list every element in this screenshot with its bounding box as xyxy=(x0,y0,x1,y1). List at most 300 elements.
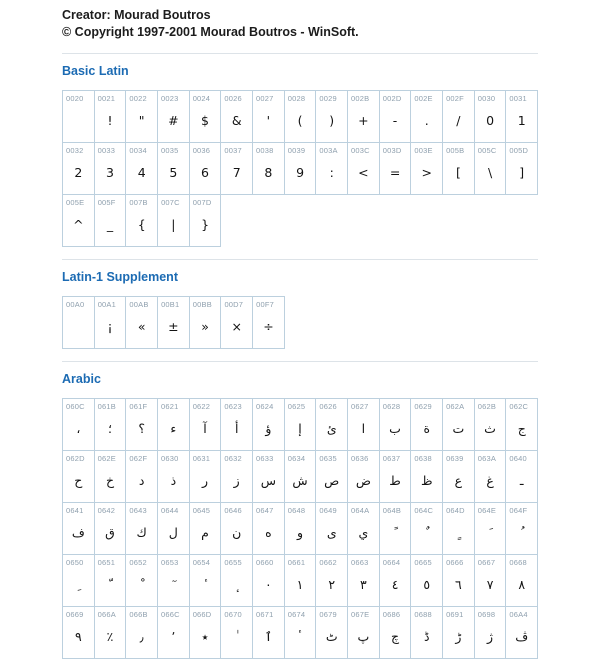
cell-code: 00D7 xyxy=(224,300,244,309)
glyph-cell xyxy=(125,606,158,659)
glyph-cell xyxy=(94,398,127,451)
glyph-cell xyxy=(94,554,127,607)
glyph-cell xyxy=(315,90,348,143)
glyph-cell xyxy=(379,450,412,503)
cell-code: 0644 xyxy=(161,506,179,515)
cell-code: 0030 xyxy=(477,94,496,103)
cell-glyph: ( xyxy=(297,112,303,128)
glyph-cell xyxy=(410,502,443,555)
cell-glyph: ٣ xyxy=(360,576,367,592)
glyph-cell xyxy=(125,194,158,247)
cell-glyph: ! xyxy=(107,112,113,128)
cell-glyph: + xyxy=(358,112,369,128)
cell-glyph: ٩ xyxy=(74,628,82,644)
cell-glyph: س xyxy=(260,472,276,488)
cell-code: 0633 xyxy=(256,454,274,463)
cell-glyph: ^ xyxy=(73,216,84,232)
glyph-cell xyxy=(474,398,507,451)
cell-glyph: ٪ xyxy=(106,628,114,644)
glyph-cell xyxy=(284,554,317,607)
cell-glyph: ژ xyxy=(487,628,494,644)
cell-glyph: د xyxy=(138,472,145,488)
cell-code: 0637 xyxy=(382,454,401,463)
glyph-cell xyxy=(347,450,380,503)
glyph-cell xyxy=(410,554,443,607)
glyph-cell xyxy=(252,142,285,195)
cell-code: 0034 xyxy=(129,146,147,155)
sections xyxy=(62,53,538,659)
glyph-cell xyxy=(220,450,253,503)
glyph-cell xyxy=(347,90,380,143)
cell-glyph: آ xyxy=(203,420,207,436)
cell-glyph: ٔ xyxy=(203,576,208,592)
glyph-cell xyxy=(157,398,190,451)
cell-glyph: ث xyxy=(484,420,496,436)
cell-code: 0028 xyxy=(287,94,306,103)
cell-glyph: _ xyxy=(106,216,114,232)
glyph-cell xyxy=(94,296,127,349)
cell-code: 00B1 xyxy=(161,300,180,309)
glyph-cell xyxy=(284,398,317,451)
cell-code: 0624 xyxy=(256,402,274,411)
cell-glyph: ڈ xyxy=(423,628,430,644)
copyright-line: © Copyright 1997-2001 Mourad Boutros - WinSoft. xyxy=(62,25,359,39)
cell-code: 0645 xyxy=(192,506,211,515)
cell-glyph: ِ xyxy=(76,576,81,592)
glyph-cell xyxy=(62,194,95,247)
glyph-cell xyxy=(157,450,190,503)
cell-code: 0671 xyxy=(256,610,274,619)
glyph-cell xyxy=(157,554,190,607)
cell-code: 003D xyxy=(382,146,402,155)
glyph-cell xyxy=(442,606,475,659)
table-row xyxy=(62,398,538,451)
cell-code: 0625 xyxy=(287,402,306,411)
glyph-cell xyxy=(410,90,443,143)
cell-code: 00BB xyxy=(192,300,212,309)
cell-code: 0036 xyxy=(192,146,211,155)
cell-code: 062B xyxy=(477,402,497,411)
cell-code: 0691 xyxy=(446,610,464,619)
cell-code: 0021 xyxy=(97,94,116,103)
cell-code: 0674 xyxy=(287,610,306,619)
glyph-cell xyxy=(157,194,190,247)
table-row xyxy=(62,503,538,555)
glyph-cell xyxy=(474,450,507,503)
glyph-cell xyxy=(189,296,222,349)
glyph-cell xyxy=(125,142,158,195)
cell-code: 0649 xyxy=(319,506,337,515)
cell-glyph: ا xyxy=(361,420,366,436)
cell-code: 0634 xyxy=(287,454,306,463)
cell-glyph: ـ xyxy=(519,472,524,488)
cell-code: 0039 xyxy=(287,146,306,155)
cell-glyph: 1 xyxy=(517,112,526,128)
cell-glyph: ٌ xyxy=(424,524,429,540)
cell-glyph: ل xyxy=(168,524,178,540)
cell-glyph: ي xyxy=(358,524,369,540)
cell-code: 00AB xyxy=(129,300,149,309)
glyph-cell xyxy=(220,606,253,659)
glyph-cell xyxy=(220,398,253,451)
glyph-cell xyxy=(474,554,507,607)
cell-glyph: ُ xyxy=(519,524,524,540)
glyph-cell xyxy=(474,606,507,659)
cell-glyph: ء xyxy=(170,420,177,436)
cell-glyph: ّ xyxy=(108,576,112,592)
cell-code: 0622 xyxy=(192,402,211,411)
cell-glyph: ٹ xyxy=(325,628,338,644)
cell-glyph: ٠ xyxy=(265,576,272,592)
cell-code: 0635 xyxy=(319,454,337,463)
cell-glyph: # xyxy=(168,112,179,128)
glyph-cell xyxy=(505,502,538,555)
glyph-cell xyxy=(410,142,443,195)
cell-code: 064F xyxy=(509,506,528,515)
cell-glyph: ف xyxy=(71,524,85,540)
glyph-cell xyxy=(189,502,222,555)
glyph-cell xyxy=(315,554,348,607)
cell-glyph: ڤ xyxy=(515,628,529,644)
glyph-cell xyxy=(315,142,348,195)
glyph-cell xyxy=(315,606,348,659)
cell-glyph: ة xyxy=(423,420,430,436)
glyph-cell xyxy=(284,450,317,503)
cell-glyph: ظ xyxy=(420,472,433,488)
glyph-cell xyxy=(410,606,443,659)
cell-glyph: ه xyxy=(265,524,272,540)
glyph-cell xyxy=(157,142,190,195)
cell-code: 007C xyxy=(161,198,180,207)
section-divider xyxy=(62,259,538,260)
cell-glyph: « xyxy=(137,318,146,334)
cell-code: 0022 xyxy=(129,94,147,103)
cell-code: 062A xyxy=(446,402,465,411)
section xyxy=(62,53,538,247)
glyph-cell xyxy=(347,398,380,451)
glyph-cell xyxy=(284,606,317,659)
glyph-cell xyxy=(125,450,158,503)
cell-glyph: } xyxy=(201,216,210,232)
glyph-cell xyxy=(220,296,253,349)
glyph-cell xyxy=(284,90,317,143)
cell-code: 0669 xyxy=(66,610,84,619)
cell-code: 0627 xyxy=(351,402,369,411)
cell-code: 007D xyxy=(192,198,212,207)
glyph-cell xyxy=(347,606,380,659)
cell-glyph: خ xyxy=(105,472,115,488)
glyph-cell xyxy=(505,606,538,659)
cell-code: 064D xyxy=(446,506,465,515)
glyph-cell xyxy=(347,554,380,607)
glyph-cell xyxy=(252,554,285,607)
glyph-cell xyxy=(189,90,222,143)
cell-code: 0679 xyxy=(319,610,337,619)
glyph-cell xyxy=(410,398,443,451)
cell-code: 002F xyxy=(446,94,464,103)
glyph-cell xyxy=(379,502,412,555)
glyph-cell xyxy=(442,398,475,451)
cell-glyph: ± xyxy=(168,318,179,334)
cell-glyph: ١ xyxy=(296,576,304,592)
cell-glyph: ش xyxy=(292,472,308,488)
cell-code: 005E xyxy=(66,198,85,207)
cell-glyph: ص xyxy=(324,472,340,488)
glyph-table xyxy=(62,90,538,247)
glyph-cell xyxy=(379,398,412,451)
cell-glyph: ك xyxy=(136,524,147,540)
cell-code: 064B xyxy=(382,506,402,515)
cell-glyph: ٥ xyxy=(423,576,431,592)
cell-glyph: | xyxy=(171,216,176,232)
glyph-cell xyxy=(379,554,412,607)
cell-glyph: . xyxy=(424,112,429,128)
cell-code: 00A0 xyxy=(66,300,85,309)
cell-glyph: ' xyxy=(266,112,271,128)
section-title: Arabic xyxy=(62,372,101,386)
cell-code: 0643 xyxy=(129,506,147,515)
cell-glyph: < xyxy=(358,164,369,180)
glyph-cell xyxy=(442,90,475,143)
cell-code: 066C xyxy=(161,610,180,619)
cell-code: 00A1 xyxy=(97,300,117,309)
table-row xyxy=(62,607,538,659)
cell-glyph: ٤ xyxy=(391,576,399,592)
cell-code: 061B xyxy=(97,402,116,411)
cell-code: 00F7 xyxy=(256,300,275,309)
cell-code: 0652 xyxy=(129,558,147,567)
cell-code: 0648 xyxy=(287,506,306,515)
cell-glyph: " xyxy=(138,112,145,128)
cell-code: 005C xyxy=(477,146,497,155)
glyph-cell xyxy=(157,296,190,349)
glyph-cell xyxy=(125,296,158,349)
glyph-cell xyxy=(62,142,95,195)
glyph-cell xyxy=(474,502,507,555)
cell-code: 002B xyxy=(351,94,370,103)
cell-code: 062F xyxy=(129,454,148,463)
cell-code: 0670 xyxy=(224,610,242,619)
glyph-cell xyxy=(189,142,222,195)
cell-code: 0630 xyxy=(161,454,179,463)
cell-glyph: ت xyxy=(452,420,465,436)
cell-code: 0661 xyxy=(287,558,306,567)
cell-glyph: = xyxy=(389,164,401,180)
glyph-cell xyxy=(189,194,222,247)
cell-glyph: ٓ xyxy=(171,576,176,592)
glyph-cell xyxy=(474,142,507,195)
glyph-cell xyxy=(94,142,127,195)
section xyxy=(62,361,538,659)
glyph-cell xyxy=(252,606,285,659)
cell-glyph: ر xyxy=(202,472,209,488)
cell-glyph: پ xyxy=(357,628,370,644)
glyph-cell xyxy=(252,450,285,503)
cell-code: 064C xyxy=(414,506,434,515)
cell-glyph: ْ xyxy=(139,576,144,592)
glyph-cell xyxy=(189,398,222,451)
cell-glyph: ع xyxy=(454,472,463,488)
glyph-cell xyxy=(62,398,95,451)
cell-glyph: : xyxy=(329,164,334,180)
cell-glyph: ؤ xyxy=(265,420,272,436)
cell-glyph: ] xyxy=(519,164,525,180)
cell-code: 066D xyxy=(192,610,212,619)
cell-code: 0646 xyxy=(224,506,242,515)
cell-code: 0023 xyxy=(161,94,179,103)
cell-glyph: & xyxy=(231,112,242,128)
cell-glyph: 3 xyxy=(106,164,114,180)
cell-glyph: ئ xyxy=(326,420,337,436)
table-row xyxy=(62,90,538,143)
cell-glyph xyxy=(63,103,94,142)
cell-code: 0033 xyxy=(97,146,116,155)
cell-code: 064A xyxy=(351,506,370,515)
glyph-cell xyxy=(94,450,127,503)
glyph-cell xyxy=(442,554,475,607)
glyph-cell xyxy=(284,502,317,555)
glyph-cell xyxy=(157,502,190,555)
cell-glyph: { xyxy=(137,216,146,232)
cell-glyph: 8 xyxy=(264,164,273,180)
cell-code: 067E xyxy=(351,610,370,619)
cell-code: 0668 xyxy=(509,558,527,567)
cell-code: 0629 xyxy=(414,402,432,411)
cell-code: 0641 xyxy=(66,506,84,515)
cell-glyph: ج xyxy=(517,420,526,436)
cell-glyph: - xyxy=(392,112,398,128)
glyph-cell xyxy=(157,90,190,143)
cell-code: 0020 xyxy=(66,94,84,103)
cell-glyph: ق xyxy=(105,524,115,540)
table-row xyxy=(62,143,538,195)
cell-glyph: ز xyxy=(233,472,240,488)
cell-code: 0029 xyxy=(319,94,337,103)
glyph-cell xyxy=(315,502,348,555)
cell-glyph: ٢ xyxy=(328,576,336,592)
glyph-cell xyxy=(94,502,127,555)
cell-glyph: ٭ xyxy=(201,628,209,644)
table-row xyxy=(62,451,538,503)
cell-code: 0650 xyxy=(66,558,84,567)
glyph-cell xyxy=(410,450,443,503)
cell-code: 0688 xyxy=(414,610,432,619)
cell-glyph xyxy=(63,309,94,348)
glyph-cell xyxy=(62,450,95,503)
cell-glyph: ٬ xyxy=(171,628,176,644)
glyph-cell xyxy=(94,194,127,247)
glyph-cell xyxy=(315,398,348,451)
cell-code: 003E xyxy=(414,146,433,155)
glyph-cell xyxy=(157,606,190,659)
cell-glyph: 9 xyxy=(296,164,305,180)
glyph-cell xyxy=(442,450,475,503)
glyph-cell xyxy=(442,502,475,555)
cell-glyph: م xyxy=(201,524,209,540)
cell-code: 0666 xyxy=(446,558,464,567)
glyph-cell xyxy=(189,554,222,607)
cell-glyph: » xyxy=(201,318,209,334)
cell-code: 0035 xyxy=(161,146,179,155)
cell-code: 002E xyxy=(414,94,433,103)
glyph-cell xyxy=(125,502,158,555)
cell-code: 0638 xyxy=(414,454,432,463)
cell-glyph: ً xyxy=(393,524,398,540)
glyph-cell xyxy=(505,554,538,607)
cell-glyph: ٨ xyxy=(518,576,526,592)
cell-glyph: ن xyxy=(232,524,242,540)
cell-code: 0026 xyxy=(224,94,242,103)
glyph-cell xyxy=(284,142,317,195)
glyph-cell xyxy=(347,502,380,555)
cell-glyph: ¡ xyxy=(107,318,113,334)
glyph-cell xyxy=(220,90,253,143)
cell-code: 064E xyxy=(477,506,497,515)
cell-code: 005D xyxy=(509,146,529,155)
cell-glyph: $ xyxy=(201,112,209,128)
cell-glyph: أ xyxy=(234,420,239,436)
section-divider xyxy=(62,361,538,362)
cell-code: 0662 xyxy=(319,558,337,567)
cell-code: 060C xyxy=(66,402,85,411)
glyph-cell xyxy=(189,606,222,659)
glyph-cell xyxy=(62,90,95,143)
cell-code: 0031 xyxy=(509,94,527,103)
section-title: Basic Latin xyxy=(62,64,129,78)
section-divider xyxy=(62,53,538,54)
cell-glyph: ٰ xyxy=(234,628,239,644)
cell-glyph: غ xyxy=(486,472,494,488)
cell-glyph: إ xyxy=(298,420,302,436)
cell-code: 0642 xyxy=(97,506,116,515)
cell-glyph: 4 xyxy=(137,164,146,180)
cell-code: 0655 xyxy=(224,558,242,567)
cell-code: 003C xyxy=(351,146,370,155)
glyph-cell xyxy=(505,398,538,451)
cell-code: 066A xyxy=(97,610,116,619)
cell-code: 0667 xyxy=(477,558,496,567)
cell-glyph: 2 xyxy=(74,164,83,180)
glyph-cell xyxy=(62,502,95,555)
cell-glyph: ٦ xyxy=(455,576,462,592)
cell-code: 0686 xyxy=(382,610,401,619)
glyph-cell xyxy=(220,554,253,607)
glyph-table xyxy=(62,296,538,349)
cell-glyph: ط xyxy=(389,472,401,488)
cell-glyph: ) xyxy=(329,112,335,128)
glyph-cell xyxy=(125,398,158,451)
glyph-cell xyxy=(94,606,127,659)
cell-glyph: 6 xyxy=(201,164,209,180)
cell-code: 062D xyxy=(66,454,85,463)
glyph-cell xyxy=(94,90,127,143)
glyph-cell xyxy=(505,450,538,503)
cell-code: 003A xyxy=(319,146,338,155)
cell-code: 0639 xyxy=(446,454,464,463)
cell-glyph: ض xyxy=(355,472,371,488)
cell-glyph: ÷ xyxy=(263,318,274,334)
cell-code: 06A4 xyxy=(509,610,528,619)
glyph-cell xyxy=(347,142,380,195)
glyph-cell xyxy=(62,296,95,349)
cell-code: 0631 xyxy=(192,454,211,463)
cell-glyph: 5 xyxy=(169,164,178,180)
glyph-cell xyxy=(379,606,412,659)
cell-glyph: َ xyxy=(488,524,493,540)
glyph-cell xyxy=(379,142,412,195)
cell-glyph: ٕ xyxy=(234,576,239,592)
cell-glyph: ؟ xyxy=(138,420,145,436)
